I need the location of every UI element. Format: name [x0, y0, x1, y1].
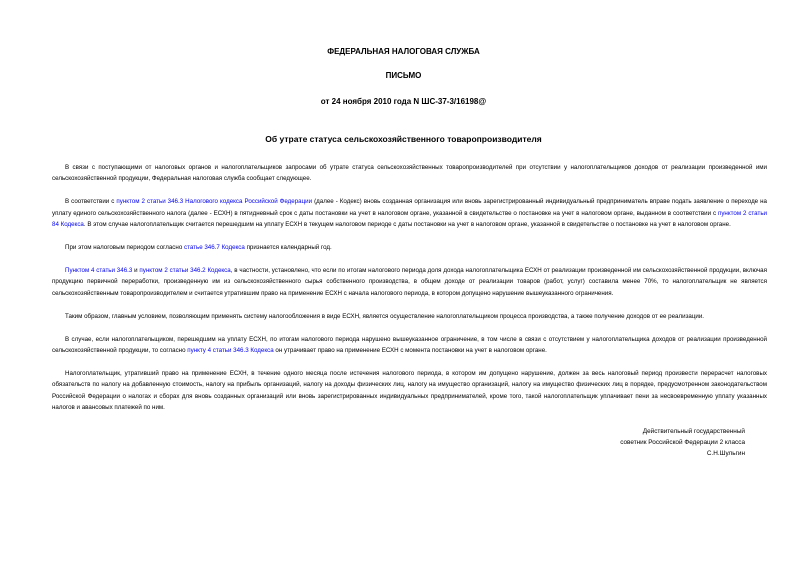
link-article-346-2-p2[interactable]: пунктом 2 статьи 346.2 Кодекса [139, 266, 231, 274]
paragraph-2-text-1: В соответствии с [65, 198, 117, 206]
link-article-346-3-p4-second[interactable]: пункту 4 статьи 346.3 Кодекса [187, 346, 274, 354]
paragraph-2-text-3: . В этом случае налогоплательщик считается перешедшим на уплату ЕСХН в текущем налоговом периоде с даты постановки на учет в налоговом органе, указанной в свидетельстве о постановке на учет в налоговом органе. [83, 221, 731, 229]
signature-block [620, 426, 745, 459]
paragraph-4-text-2: , в частности, установлено, что если по итогам налогового периода доля дохода налогоплательщика ЕСХН от реализации произведенной им сельскохозяйственной продукции, включая продукцию первичной переработки, произведенную им из сельскохозяйственного сырья собственного производства, в общем доходе от реализации товаров (работ, услуг) составила менее 70%, то налогоплательщик не является сельскохозяйственным товаропроизводителем и считается утратившим право на применение ЕСХН с начала налогового периода, в котором допущено нарушение вышеуказанного ограничения. [52, 266, 767, 297]
signer-rank-line-2: советник Российской Федерации 2 класса [620, 439, 745, 446]
paragraph-6-text-1: В случае, если налогоплательщиком, перешедшим на уплату ЕСХН, по итогам налогового периода нарушено вышеуказанное ограничение, в том числе в связи с отсутствием у налогоплательщика доходов от реализации произведенной сельскохозяйственной продукции, то согласно [52, 335, 767, 354]
link-tax-code-346-3-p2[interactable]: пунктом 2 статьи 346.3 Налогового кодекса Российской Федерации [116, 198, 313, 206]
paragraph-6-text-2: он утрачивает право на применение ЕСХН с момента постановки на учет в налоговом органе. [273, 346, 547, 354]
paragraph-6 [52, 334, 767, 357]
paragraph-3-text-1: При этом налоговым периодом согласно [65, 244, 184, 252]
document-date-number: от 24 ноября 2010 года N ШС-37-3/16198@ [320, 97, 487, 106]
paragraph-4 [52, 265, 767, 299]
link-article-346-3-p4[interactable]: Пунктом 4 статьи 346.3 [65, 266, 133, 274]
link-article-84-p2[interactable]: пунктом 2 статьи 84 Кодекса [52, 209, 767, 229]
paragraph-3 [52, 242, 767, 253]
paragraph-2 [52, 196, 767, 230]
paragraph-4-text-1: и [132, 266, 140, 274]
document-title: Об утрате статуса сельскохозяйственного товаропроизводителя [265, 134, 542, 144]
link-article-346-7[interactable]: статье 346.7 Кодекса [183, 244, 245, 252]
issuer-name: ФЕДЕРАЛЬНАЯ НАЛОГОВАЯ СЛУЖБА [327, 47, 480, 56]
signer-rank-line-1: Действительный государственный [642, 428, 745, 435]
paragraph-2-text-2: (далее - Кодекс) вновь созданная организация или вновь зарегистрированный индивидуальный предприниматель вправе подать заявление о переходе на уплату единого сельскохозяйственного налога (далее - ЕСХН) в пятидневный срок с даты постановки на учет в налоговом органе, указанной в свидетельстве о постановке на учет в налоговом органе, выданном в соответствии с [52, 198, 767, 217]
paragraph-5: Таким образом, главным условием, позволяющим применять систему налогообложения в виде ЕСХН, является осуществление налогоплательщиком процесса производства, а также получение доходов от ее реализации. [65, 312, 705, 320]
document-type: ПИСЬМО [385, 71, 422, 80]
paragraph-7: Налогоплательщик, утративший право на применение ЕСХН, в течение одного месяца после истечения налогового периода, в котором им допущено нарушение, должен за весь налоговый период произвести перерасчет налоговых обязательств по налогу на добавленную стоимость, налогу на прибыль организаций, налогу на доходы физических лиц, налогу на имущество организаций, налогу на имущество физических лиц в порядке, предусмотренном законодательством Российской Федерации о налогах и сборах для вновь созданных организаций или вновь зарегистрированных индивидуальных предпринимателей, кроме того, такой налогоплательщик уплачивает пени за несвоевременную уплату указанных налогов и авансовых платежей по ним. [52, 369, 767, 412]
signer-name: С.Н.Шульгин [706, 450, 745, 457]
document-body [52, 162, 767, 425]
paragraph-1: В связи с поступающими от налоговых органов и налогоплательщиков запросами об утрате статуса сельскохозяйственных товаропроизводителей при отсутствии у налогоплательщиков доходов от реализации произведенной ими сельскохозяйственной продукции, Федеральная налоговая служба сообщает следующее. [52, 164, 767, 183]
paragraph-3-text-2: признается календарный год. [244, 244, 332, 252]
